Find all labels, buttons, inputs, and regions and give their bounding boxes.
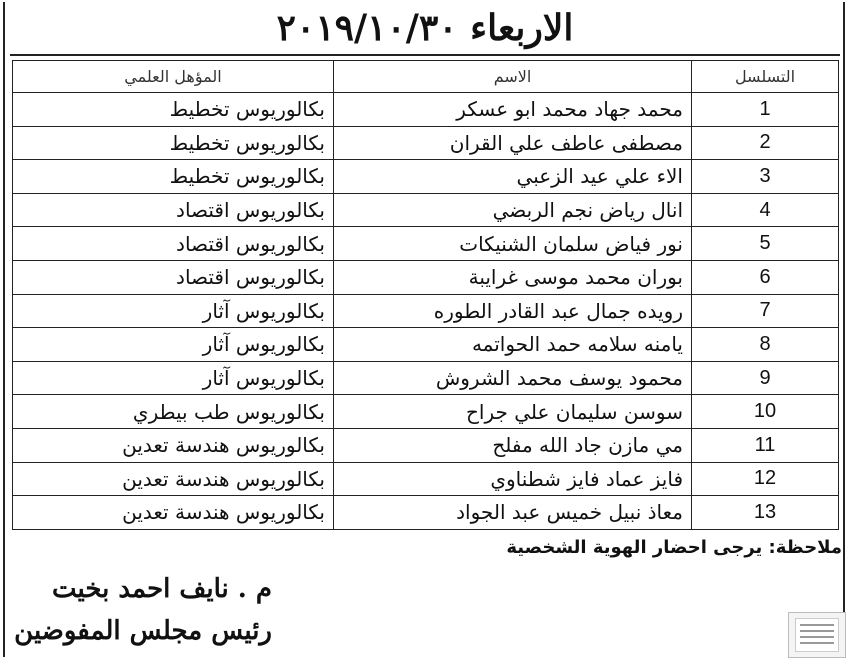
- name-cell: فايز عماد فايز شطناوي: [334, 462, 692, 496]
- title-divider: [10, 54, 840, 56]
- signer-title: رئيس مجلس المفوضين: [14, 616, 272, 646]
- table-row: [13, 126, 839, 160]
- serial-cell: 2: [692, 126, 839, 160]
- header-qualification: المؤهل العلمي: [13, 61, 334, 93]
- table-row: [13, 227, 839, 261]
- qualification-cell: بكالوريوس هندسة تعدين: [13, 496, 334, 530]
- qualification-cell: بكالوريوس تخطيط: [13, 93, 334, 127]
- table-row: [13, 361, 839, 395]
- thumbnail-preview: [795, 618, 839, 652]
- table-row: [13, 160, 839, 194]
- table-row: [13, 294, 839, 328]
- serial-cell: 1: [692, 93, 839, 127]
- qualification-cell: بكالوريوس هندسة تعدين: [13, 462, 334, 496]
- name-cell: انال رياض نجم الربضي: [334, 193, 692, 227]
- serial-cell: 12: [692, 462, 839, 496]
- table-row: [13, 193, 839, 227]
- name-cell: بوران محمد موسى غرايبة: [334, 260, 692, 294]
- header-serial: التسلسل: [692, 61, 839, 93]
- date-title: الاربعاء ٢٠١٩/١٠/٣٠: [276, 7, 574, 49]
- table-body: [13, 93, 839, 530]
- qualification-cell: بكالوريوس تخطيط: [13, 126, 334, 160]
- qualification-cell: بكالوريوس آثار: [13, 328, 334, 362]
- name-cell: مي مازن جاد الله مفلح: [334, 428, 692, 462]
- serial-cell: 3: [692, 160, 839, 194]
- table-row: [13, 328, 839, 362]
- serial-cell: 6: [692, 260, 839, 294]
- table-row: [13, 496, 839, 530]
- table-row: [13, 395, 839, 429]
- qualification-cell: بكالوريوس تخطيط: [13, 160, 334, 194]
- qualification-cell: بكالوريوس آثار: [13, 294, 334, 328]
- table-row: [13, 93, 839, 127]
- serial-cell: 9: [692, 361, 839, 395]
- name-cell: معاذ نبيل خميس عبد الجواد: [334, 496, 692, 530]
- qualification-cell: بكالوريوس اقتصاد: [13, 193, 334, 227]
- serial-cell: 11: [692, 428, 839, 462]
- candidates-table: [12, 60, 839, 530]
- name-cell: محمود يوسف محمد الشروش: [334, 361, 692, 395]
- serial-cell: 13: [692, 496, 839, 530]
- table-row: [13, 428, 839, 462]
- table-header-row: [13, 61, 839, 93]
- serial-cell: 4: [692, 193, 839, 227]
- qualification-cell: بكالوريوس آثار: [13, 361, 334, 395]
- note-text: ملاحظة: يرجى احضار الهوية الشخصية: [506, 537, 842, 558]
- page-thumbnail-icon[interactable]: [788, 612, 846, 658]
- header-name: الاسم: [334, 61, 692, 93]
- name-cell: محمد جهاد محمد ابو عسكر: [334, 93, 692, 127]
- serial-cell: 5: [692, 227, 839, 261]
- name-cell: الاء علي عيد الزعبي: [334, 160, 692, 194]
- qualification-cell: بكالوريوس هندسة تعدين: [13, 428, 334, 462]
- name-cell: نور فياض سلمان الشنيكات: [334, 227, 692, 261]
- name-cell: رويده جمال عبد القادر الطوره: [334, 294, 692, 328]
- serial-cell: 7: [692, 294, 839, 328]
- name-cell: مصطفى عاطف علي القران: [334, 126, 692, 160]
- qualification-cell: بكالوريوس اقتصاد: [13, 260, 334, 294]
- qualification-cell: بكالوريوس طب بيطري: [13, 395, 334, 429]
- serial-cell: 8: [692, 328, 839, 362]
- serial-cell: 10: [692, 395, 839, 429]
- qualification-cell: بكالوريوس اقتصاد: [13, 227, 334, 261]
- table-row: [13, 462, 839, 496]
- name-cell: يامنه سلامه حمد الحواتمه: [334, 328, 692, 362]
- signer-name: م . نايف احمد بخيت: [51, 574, 272, 604]
- table-row: [13, 260, 839, 294]
- name-cell: سوسن سليمان علي جراح: [334, 395, 692, 429]
